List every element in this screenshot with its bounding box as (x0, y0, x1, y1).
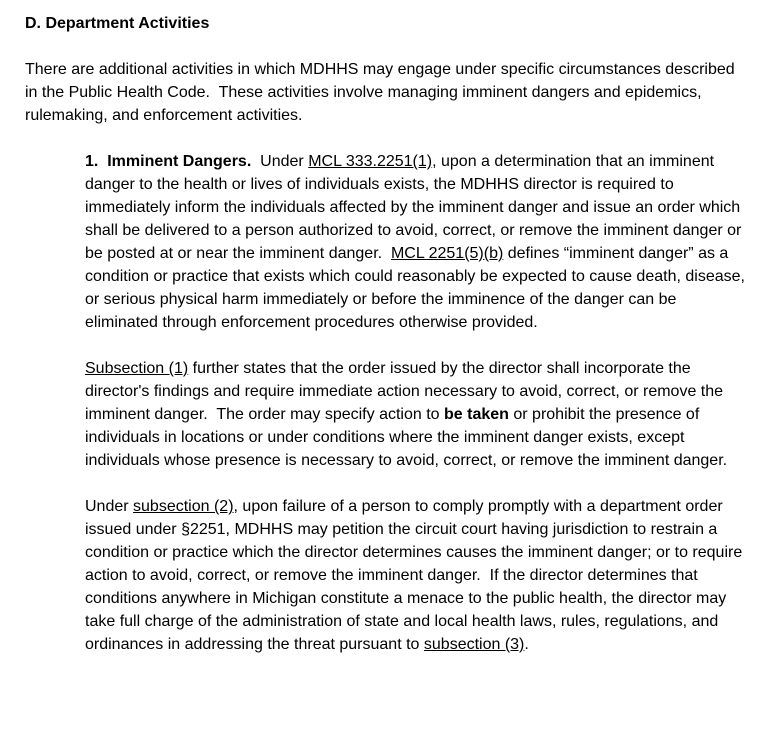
body-text: defines “imminent danger” as a condition or practice that exists which could reasonably be expected to cause death, disease, or serious physical harm immediately or before the imminence of the danger can be eliminated through enforcement procedures otherwise provided. (85, 245, 750, 331)
intro-text: There are additional activities in which MDHHS may engage under specific circumstances described in the Public Health Code. These activities involve managing imminent dangers and epidemics, rulemaking, and enforcement activities. (25, 61, 740, 124)
body-text: , upon a determination that an imminent danger to the health or lives of individuals exists, the MDHHS director is required to immediately inform the individuals affected by the imminent danger and issue an order which shall be delivered to a person authorized to avoid, correct, or remove the imminent danger or be posted at or near the imminent danger. (85, 153, 746, 262)
body-text: further states that the order issued by the director shall incorporate the director's findings and require immediate action necessary to avoid, correct, or remove the imminent danger. The order may specify action to (85, 360, 728, 423)
link-mcl-333-2251-1[interactable]: MCL 333.2251(1) (308, 153, 433, 170)
paragraph-imminent-dangers (85, 150, 750, 334)
list-item-label-imminent-dangers: 1. Imminent Dangers. (85, 153, 252, 170)
link-subsection-3[interactable]: subsection (3) (423, 636, 525, 653)
paragraph-subsection-2 (85, 495, 750, 656)
body-text: or prohibit the presence of individuals in locations or under conditions where the imminent danger exists, except individuals whose presence is necessary to avoid, correct, or remove the imminent danger. (85, 406, 728, 469)
section-heading: D. Department Activities (25, 15, 210, 32)
link-subsection-2[interactable]: subsection (2) (133, 498, 234, 515)
intro-paragraph (25, 58, 750, 127)
body-text: . (524, 636, 529, 653)
body-text: , upon failure of a person to comply promptly with a department order issued under §2251, MDHHS may petition the circuit court having jurisdiction to restrain a condition or practice which the director determines causes the imminent danger; or to require action to avoid, correct, or remove the imminent danger. If the director determines that conditions anywhere in Michigan constitute a menace to the public health, the director may take full charge of the administration of state and local health laws, rules, regulations, and ordinances in addressing the threat pursuant to (85, 498, 747, 653)
body-text: Under (251, 153, 309, 170)
body-text: Under (85, 498, 134, 515)
paragraph-subsection-1 (85, 357, 750, 472)
link-subsection-1[interactable]: Subsection (1) (85, 360, 189, 377)
link-mcl-2251-5-b[interactable]: MCL 2251(5)(b) (390, 245, 504, 262)
emphasis-be-taken: be taken (444, 406, 509, 423)
